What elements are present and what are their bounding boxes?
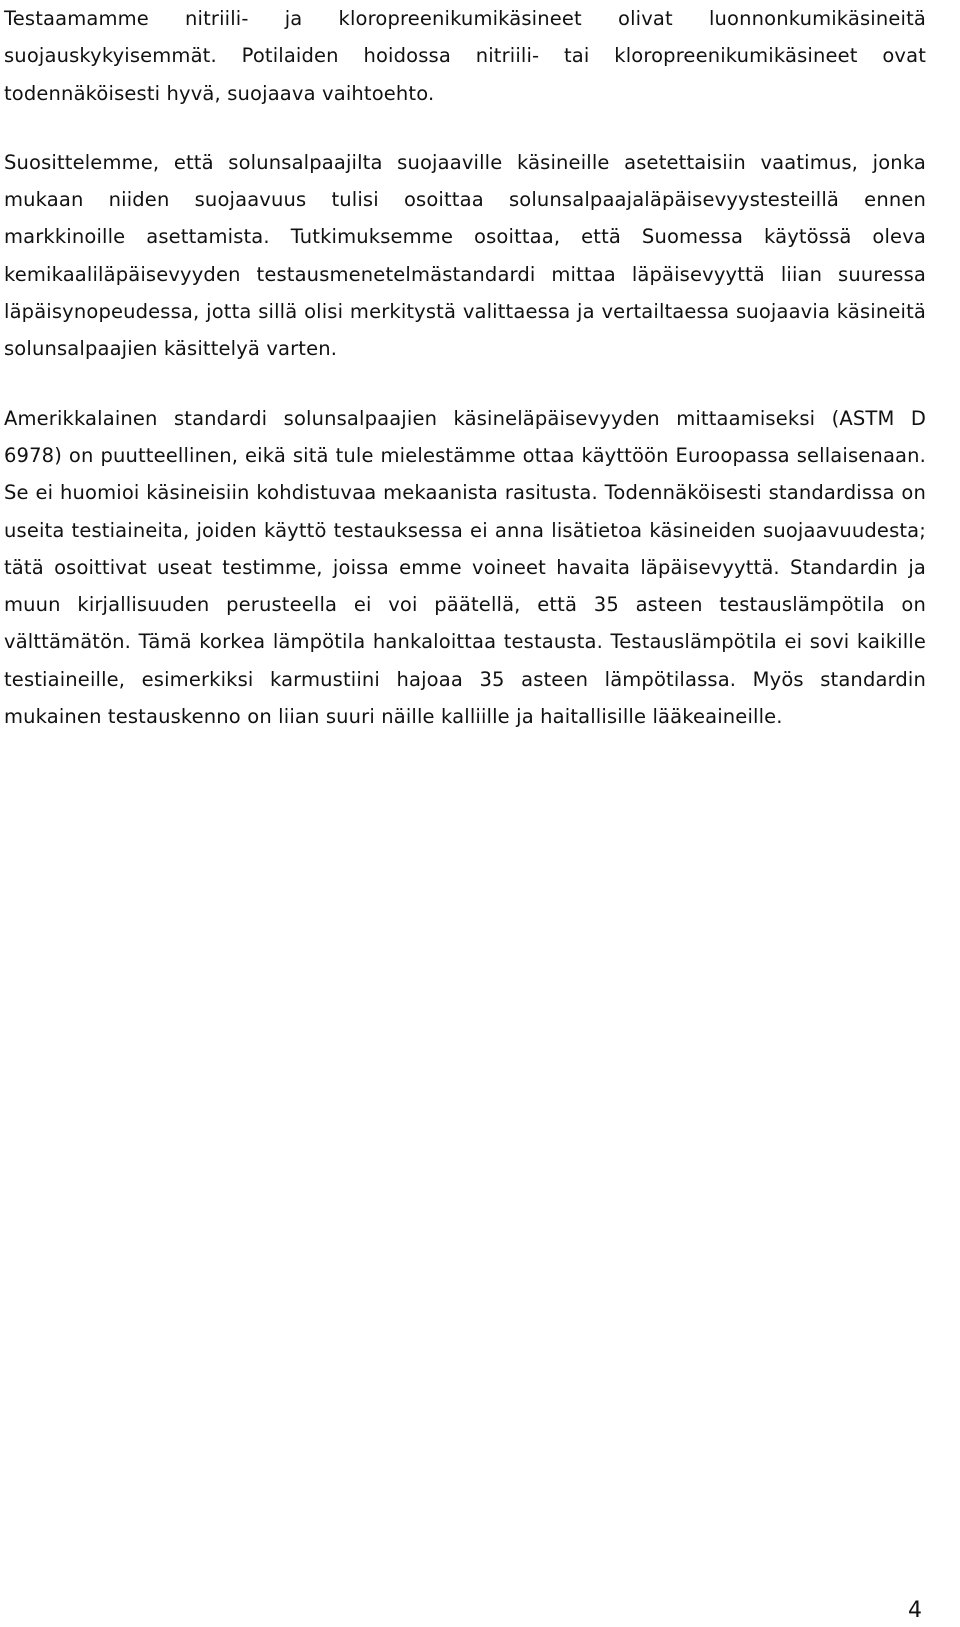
paragraph-astm-standard: Amerikkalainen standardi solunsalpaajien käsineläpäisevyyden mittaamiseksi (ASTM D 6978) on puutteellinen, eikä sitä tule mielestämme ottaa käyttöön Euroopassa sellaisenaan. Se ei huomioi käsineisiin kohdistuvaa mekaanista rasitusta. Todennäköisesti standardissa on useita testiaineita, joiden käyttö testauksessa ei anna lisätietoa käsineiden suojaavuudesta; tätä osoittivat useat testimme, joissa emme voineet havaita läpäisevyyttä. Standardin ja muun kirjallisuuden perusteella ei voi päätellä, että 35 asteen testauslämpötila on välttämätön. Tämä korkea lämpötila hankaloittaa testausta. Testauslämpötila ei sovi kaikille testiaineille, esimerkiksi karmustiini hajoaa 35 asteen lämpötilassa. Myös standardin mukainen testauskenno on liian suuri näille kalliille ja haitallisille lääkeaineille. xyxy=(4,406,926,729)
paragraph-glove-comparison: Testaamamme nitriili- ja kloropreenikumikäsineet olivat luonnonkumikäsineitä suojauskykyisemmät. Potilaiden hoidossa nitriili- tai kloropreenikumikäsineet ovat todennäköisesti hyvä, suojaava vaihtoehto. xyxy=(4,7,926,105)
paragraph-recommendation: Suosittelemme, että solunsalpaajilta suojaaville käsineille asetettaisiin vaatimus, jonka mukaan niiden suojaavuus tulisi osoittaa solunsalpaajaläpäisevyystesteillä ennen markkinoille asettamista. Tutkimuksemme osoittaa, että Suomessa käytössä oleva kemikaaliläpäisevyyden testausmenetelmästandardi mittaa läpäisevyyttä liian suuressa läpäisynopeudessa, jotta sillä olisi merkitystä valittaessa ja vertailtaessa suojaavia käsineitä solunsalpaajien käsittelyä varten. xyxy=(4,150,926,361)
document-body xyxy=(4,0,926,735)
page-number: 4 xyxy=(908,1598,922,1623)
